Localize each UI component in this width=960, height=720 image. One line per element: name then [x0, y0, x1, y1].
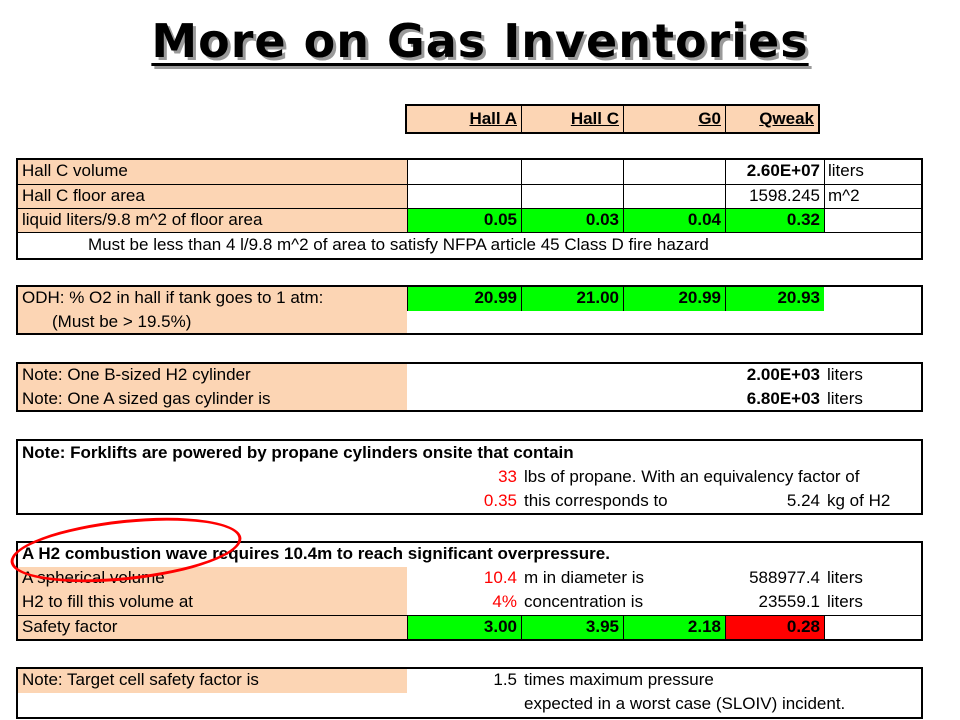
header-hall-a: Hall A: [469, 109, 517, 128]
liquid-ratio-g0: 0.04: [623, 208, 725, 232]
liquid-ratio-hall-a: 0.05: [407, 208, 521, 232]
combustion-heading: A H2 combustion wave requires 10.4m to reach significant overpressure.: [22, 544, 610, 563]
volume-empty-c: [521, 160, 623, 184]
odh-hall-a: 20.99: [407, 287, 521, 311]
header-g0: G0: [623, 106, 725, 132]
odh-label: ODH: % O2 in hall if tank goes to 1 atm:: [18, 287, 407, 311]
forklift-table: [16, 439, 923, 515]
target-label: Note: Target cell safety factor is: [18, 669, 407, 693]
volume-empty-a: [407, 160, 521, 184]
equivalency-factor: 0.35: [483, 491, 517, 510]
liquid-ratio-qweak: 0.32: [725, 208, 824, 232]
target-factor: 1.5: [493, 670, 517, 689]
odh-qweak: 20.93: [725, 287, 824, 311]
nfpa-note: Must be less than 4 l/9.8 m^2 of area to satisfy NFPA article 45 Class D fire hazard: [18, 232, 921, 258]
safety-factor-label: Safety factor: [18, 615, 407, 639]
volume-label: Hall C volume: [18, 160, 407, 184]
a-cylinder-value: 6.80E+03: [746, 389, 820, 408]
odh-table: [16, 285, 923, 335]
concentration-text: concentration is: [524, 592, 644, 611]
safety-g0: 2.18: [623, 615, 725, 639]
floor-empty-a: [407, 184, 521, 208]
sphere-text: m in diameter is: [524, 568, 644, 587]
sphere-diameter: 10.4: [483, 568, 517, 587]
h2-equivalent-value: 5.24: [786, 491, 820, 510]
hall-volume-table: [16, 158, 923, 260]
floor-empty-c: [521, 184, 623, 208]
floor-area-unit: m^2: [824, 184, 921, 208]
floor-area-label: Hall C floor area: [18, 184, 407, 208]
header-qweak: Qweak: [725, 106, 818, 132]
safety-empty: [824, 615, 921, 639]
a-cylinder-label: Note: One A sized gas cylinder is: [18, 388, 407, 410]
h2-concentration: 4%: [492, 592, 517, 611]
spherical-volume-label: A spherical volume: [18, 567, 407, 591]
odh-sublabel: (Must be > 19.5%): [18, 311, 407, 333]
safety-hall-c: 3.95: [521, 615, 623, 639]
target-text-1: times maximum pressure: [524, 670, 714, 689]
liquid-ratio-empty: [824, 208, 921, 232]
cylinder-table: [16, 362, 923, 412]
b-cylinder-label: Note: One B-sized H2 cylinder: [18, 364, 407, 388]
header-hall-c: Hall C: [521, 106, 623, 132]
volume-unit: liters: [824, 160, 921, 184]
propane-lbs: 33: [498, 467, 517, 486]
volume-value: 2.60E+07: [725, 160, 824, 184]
page-title: More on Gas Inventories: [151, 14, 809, 68]
h2-volume-value: 23559.1: [758, 592, 820, 611]
b-cylinder-value: 2.00E+03: [746, 365, 820, 384]
floor-empty-g0: [623, 184, 725, 208]
forklift-heading: Note: Forklifts are powered by propane cylinders onsite that contain: [22, 443, 574, 462]
b-cylinder-unit: liters: [827, 365, 863, 384]
h2-equivalent-unit: kg of H2: [827, 491, 891, 510]
liquid-ratio-hall-c: 0.03: [521, 208, 623, 232]
column-header-row: [405, 104, 820, 134]
target-cell-table: [16, 667, 923, 719]
sphere-volume-value: 588977.4: [749, 568, 820, 587]
volume-empty-g0: [623, 160, 725, 184]
target-text-2: expected in a worst case (SLOIV) incident.: [524, 694, 846, 713]
safety-hall-a: 3.00: [407, 615, 521, 639]
floor-area-value: 1598.245: [725, 184, 824, 208]
odh-hall-c: 21.00: [521, 287, 623, 311]
odh-g0: 20.99: [623, 287, 725, 311]
h2-volume-unit: liters: [827, 592, 863, 611]
propane-text: lbs of propane. With an equivalency factor of: [524, 467, 860, 486]
a-cylinder-unit: liters: [827, 389, 863, 408]
corresponds-text: this corresponds to: [524, 491, 668, 510]
h2-fill-label: H2 to fill this volume at: [18, 591, 407, 615]
safety-qweak: 0.28: [725, 615, 824, 639]
liquid-ratio-label: liquid liters/9.8 m^2 of floor area: [18, 208, 407, 232]
sphere-volume-unit: liters: [827, 568, 863, 587]
